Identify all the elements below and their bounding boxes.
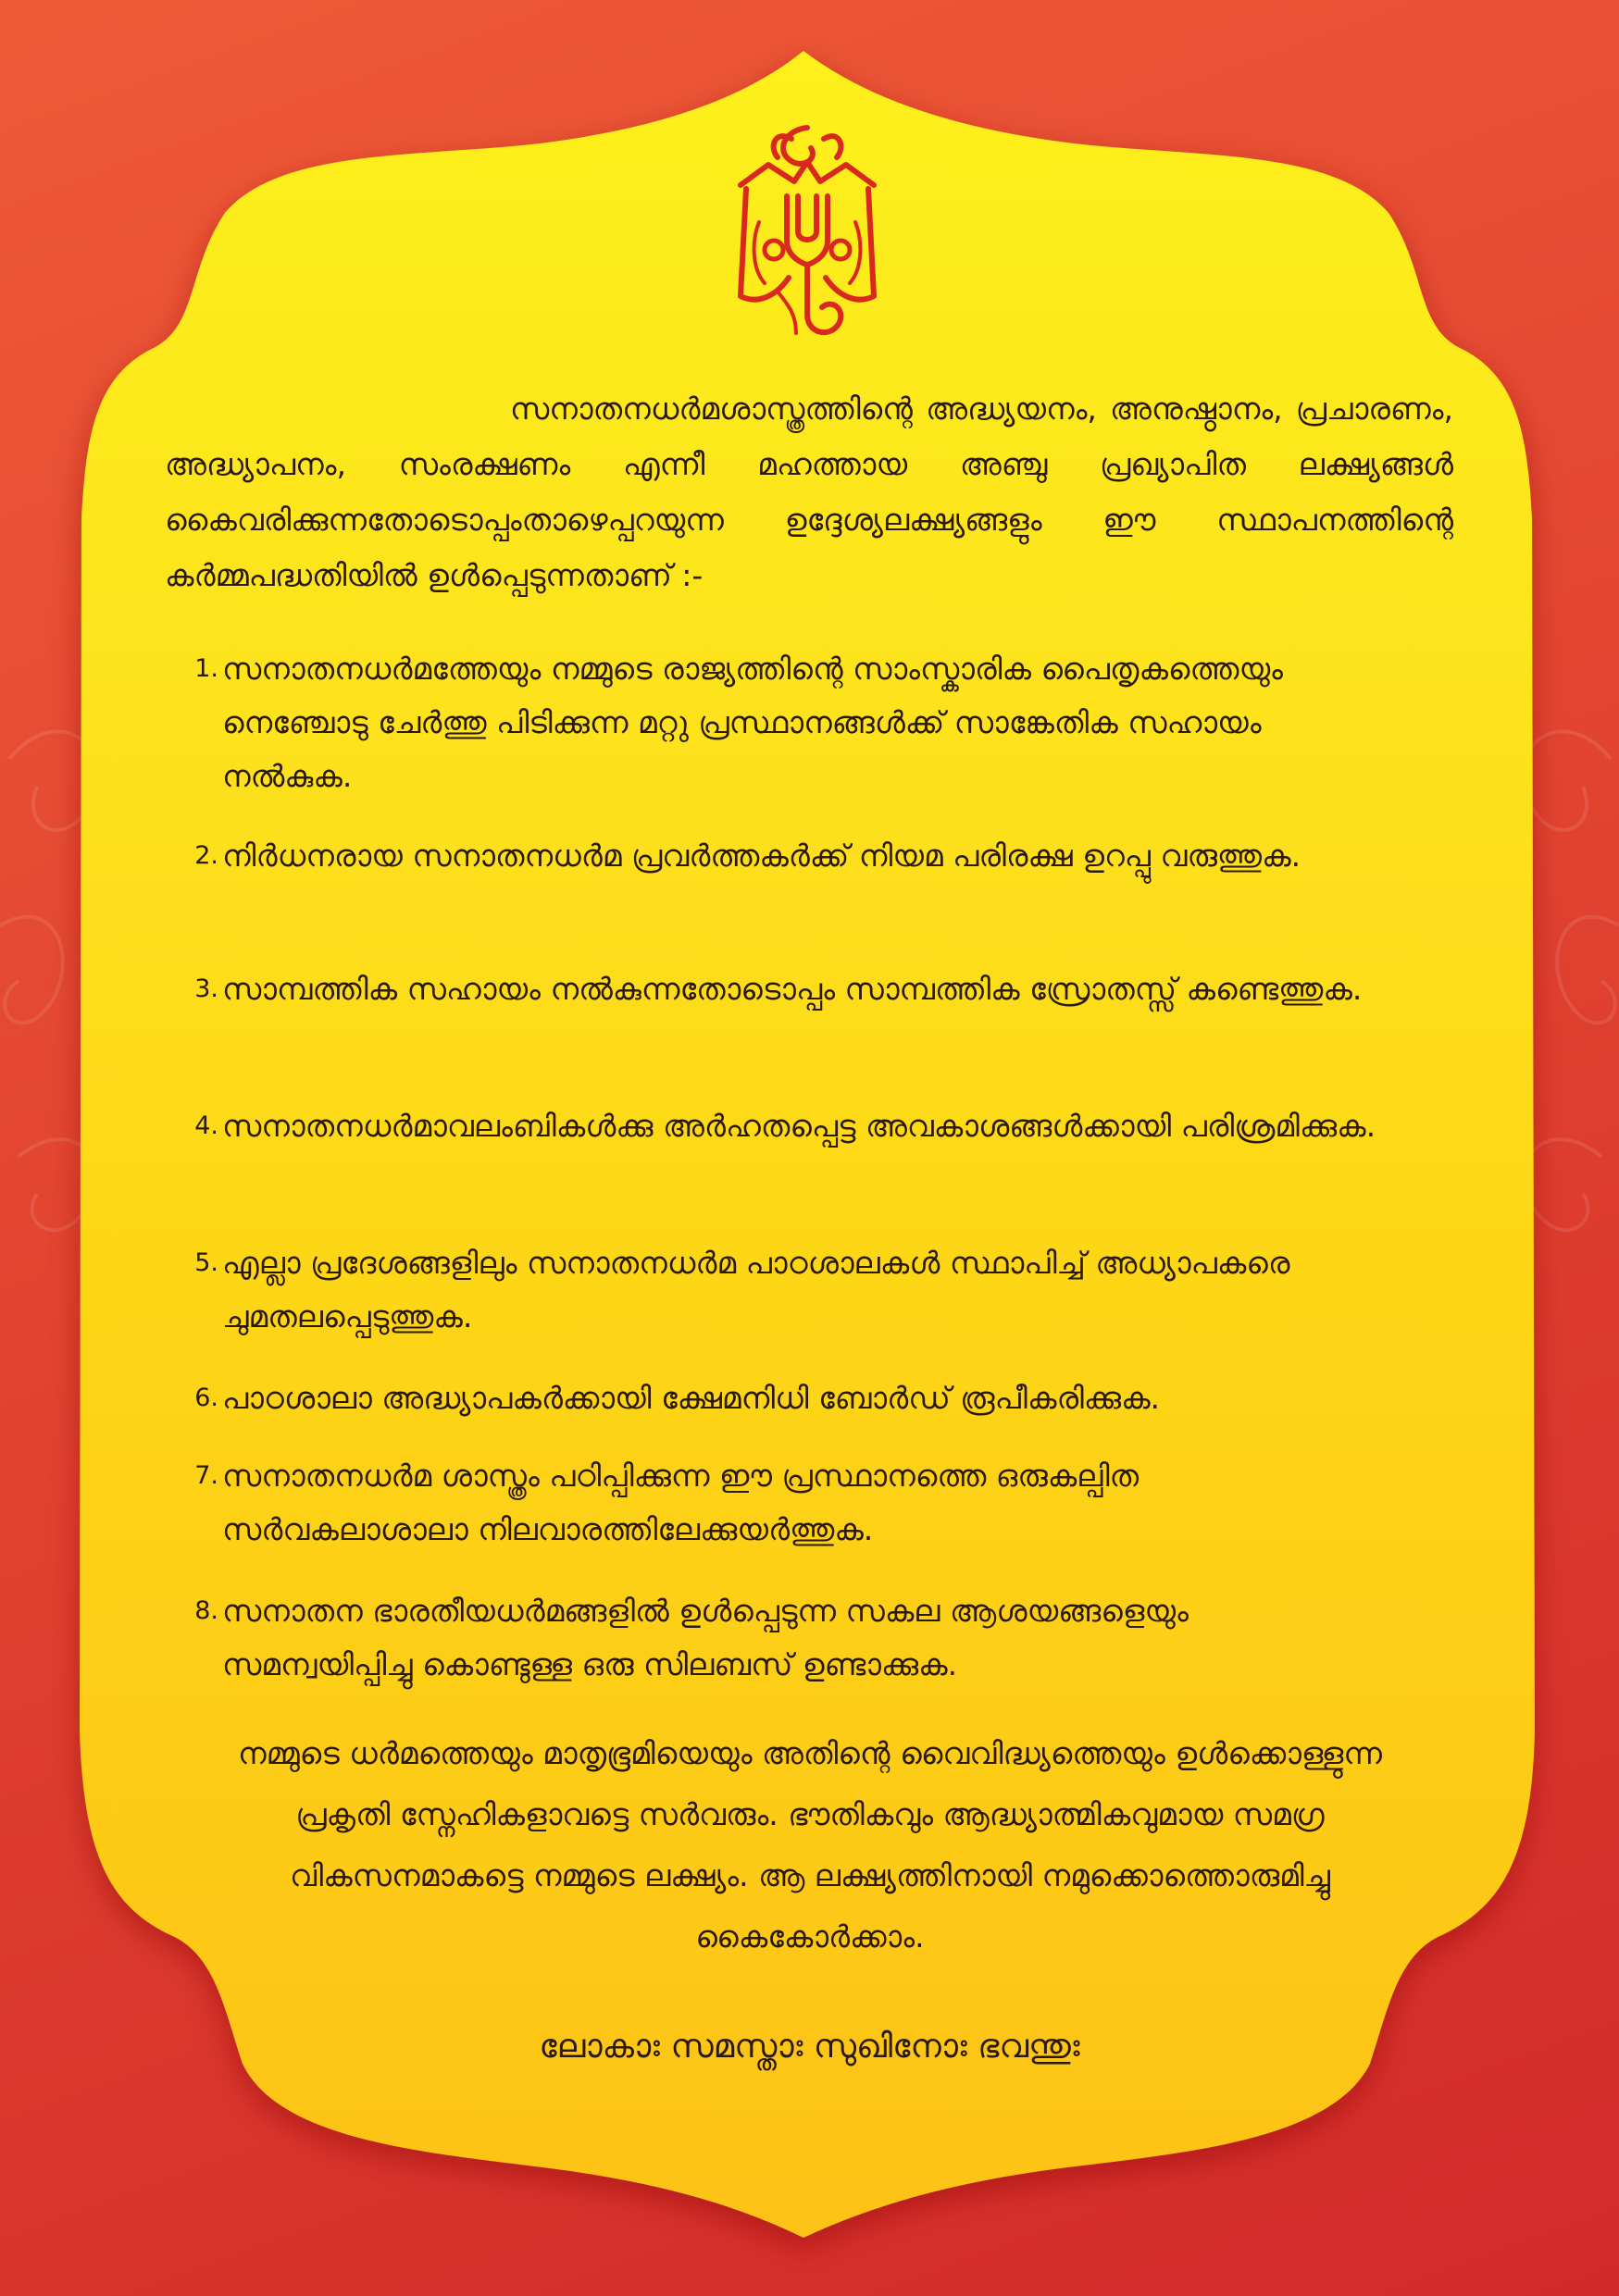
objective-text: സാമ്പത്തിക സഹായം നൽകുന്നതോടൊപ്പം സാമ്പത്തിക സ്രോതസ്സ് കണ്ടെത്തുക. [222, 971, 1363, 1007]
objective-number: 2. [194, 841, 218, 870]
objective-number: 1. [194, 654, 218, 683]
objective-number: 4. [194, 1111, 218, 1140]
objective-number: 5. [194, 1248, 218, 1277]
objective-text: സനാതനധർമ ശാസ്ത്രം പഠിപ്പിക്കുന്ന ഈ പ്രസ്ഥാനത്തെ ഒരുകല്പിത സർവകലാശാലാ നിലവാരത്തിലേക്കുയർത്തുക. [222, 1458, 1140, 1547]
blessing-line: ലോകാഃ സമസ്താഃ സുഖിനോഃ ഭവന്തുഃ [539, 2028, 1080, 2066]
objective-text: നിർധനരായ സനാതനധർമ പ്രവർത്തകർക്ക് നിയമ പരിരക്ഷ ഉറപ്പു വരുത്തുക. [222, 838, 1301, 874]
objective-text: എല്ലാ പ്രദേശങ്ങളിലും സനാതനധർമ പാഠശാലകൾ സ്ഥാപിച്ച് അധ്യാപകരെ ചുമതലപ്പെടുത്തുക. [222, 1245, 1290, 1334]
objective-number: 6. [194, 1384, 218, 1412]
intro-paragraph: സനാതനധർമശാസ്ത്രത്തിന്റെ അദ്ധ്യയനം, അനുഷ്ഠാനം, പ്രചാരണം, അദ്ധ്യാപനം, സംരക്ഷണം എന്നീ മഹത്തായ അഞ്ചു പ്രഖ്യാപിത ലക്ഷ്യങ്ങൾ കൈവരിക്കുന്നതോടൊപ്പംതാഴെപ്പറയുന്ന ഉദ്ദേശ്യലക്ഷ്യങ്ങളും ഈ സ്ഥാപനത്തിന്റെ കർമ്മപദ്ധതിയിൽ ഉൾപ്പെടുന്നതാണ് :- [165, 391, 1453, 593]
objective-text: സനാതന ഭാരതീയധർമങ്ങളിൽ ഉൾപ്പെടുന്ന സകല ആശയങ്ങളെയും സമന്വയിപ്പിച്ചു കൊണ്ടുള്ള ഒരു സിലബസ് ഉണ്ടാക്കുക. [222, 1593, 1189, 1682]
closing-paragraph: നമ്മുടെ ധർമത്തെയും മാതൃഭൂമിയെയും അതിന്റെ വൈവിദ്ധ്യത്തെയും ഉൾക്കൊള്ളുന്ന പ്രകൃതി സ്നേഹികളാവട്ടെ സർവരും. ഭൗതികവും ആദ്ധ്യാത്മികവുമായ സമഗ്ര വികസനമാകട്ടെ നമ്മുടെ ലക്ഷ്യം. ആ ലക്ഷ്യത്തിനായി നമുക്കൊത്തൊരുമിച്ചു കൈകോർക്കാം. [237, 1735, 1383, 1955]
objective-text: സനാതനധർമത്തേയും നമ്മുടെ രാജ്യത്തിന്റെ സാംസ്കാരിക പൈതൃകത്തെയും നെഞ്ചോടു ചേർത്തു പിടിക്കുന്ന മറ്റു പ്രസ്ഥാനങ്ങൾക്ക് സാങ്കേതിക സഹായം നൽകുക. [222, 651, 1284, 794]
objective-text: പാഠശാലാ അദ്ധ്യാപകർക്കായി ക്ഷേമനിധി ബോർഡ് രൂപീകരിക്കുക. [222, 1380, 1161, 1416]
objective-number: 8. [194, 1596, 218, 1625]
objective-text: സനാതനധർമാവലംബികൾക്കു അർഹതപ്പെട്ട അവകാശങ്ങൾക്കായി പരിശ്രമിക്കുക. [222, 1108, 1376, 1144]
objective-number: 7. [194, 1461, 218, 1490]
objective-number: 3. [194, 974, 218, 1003]
